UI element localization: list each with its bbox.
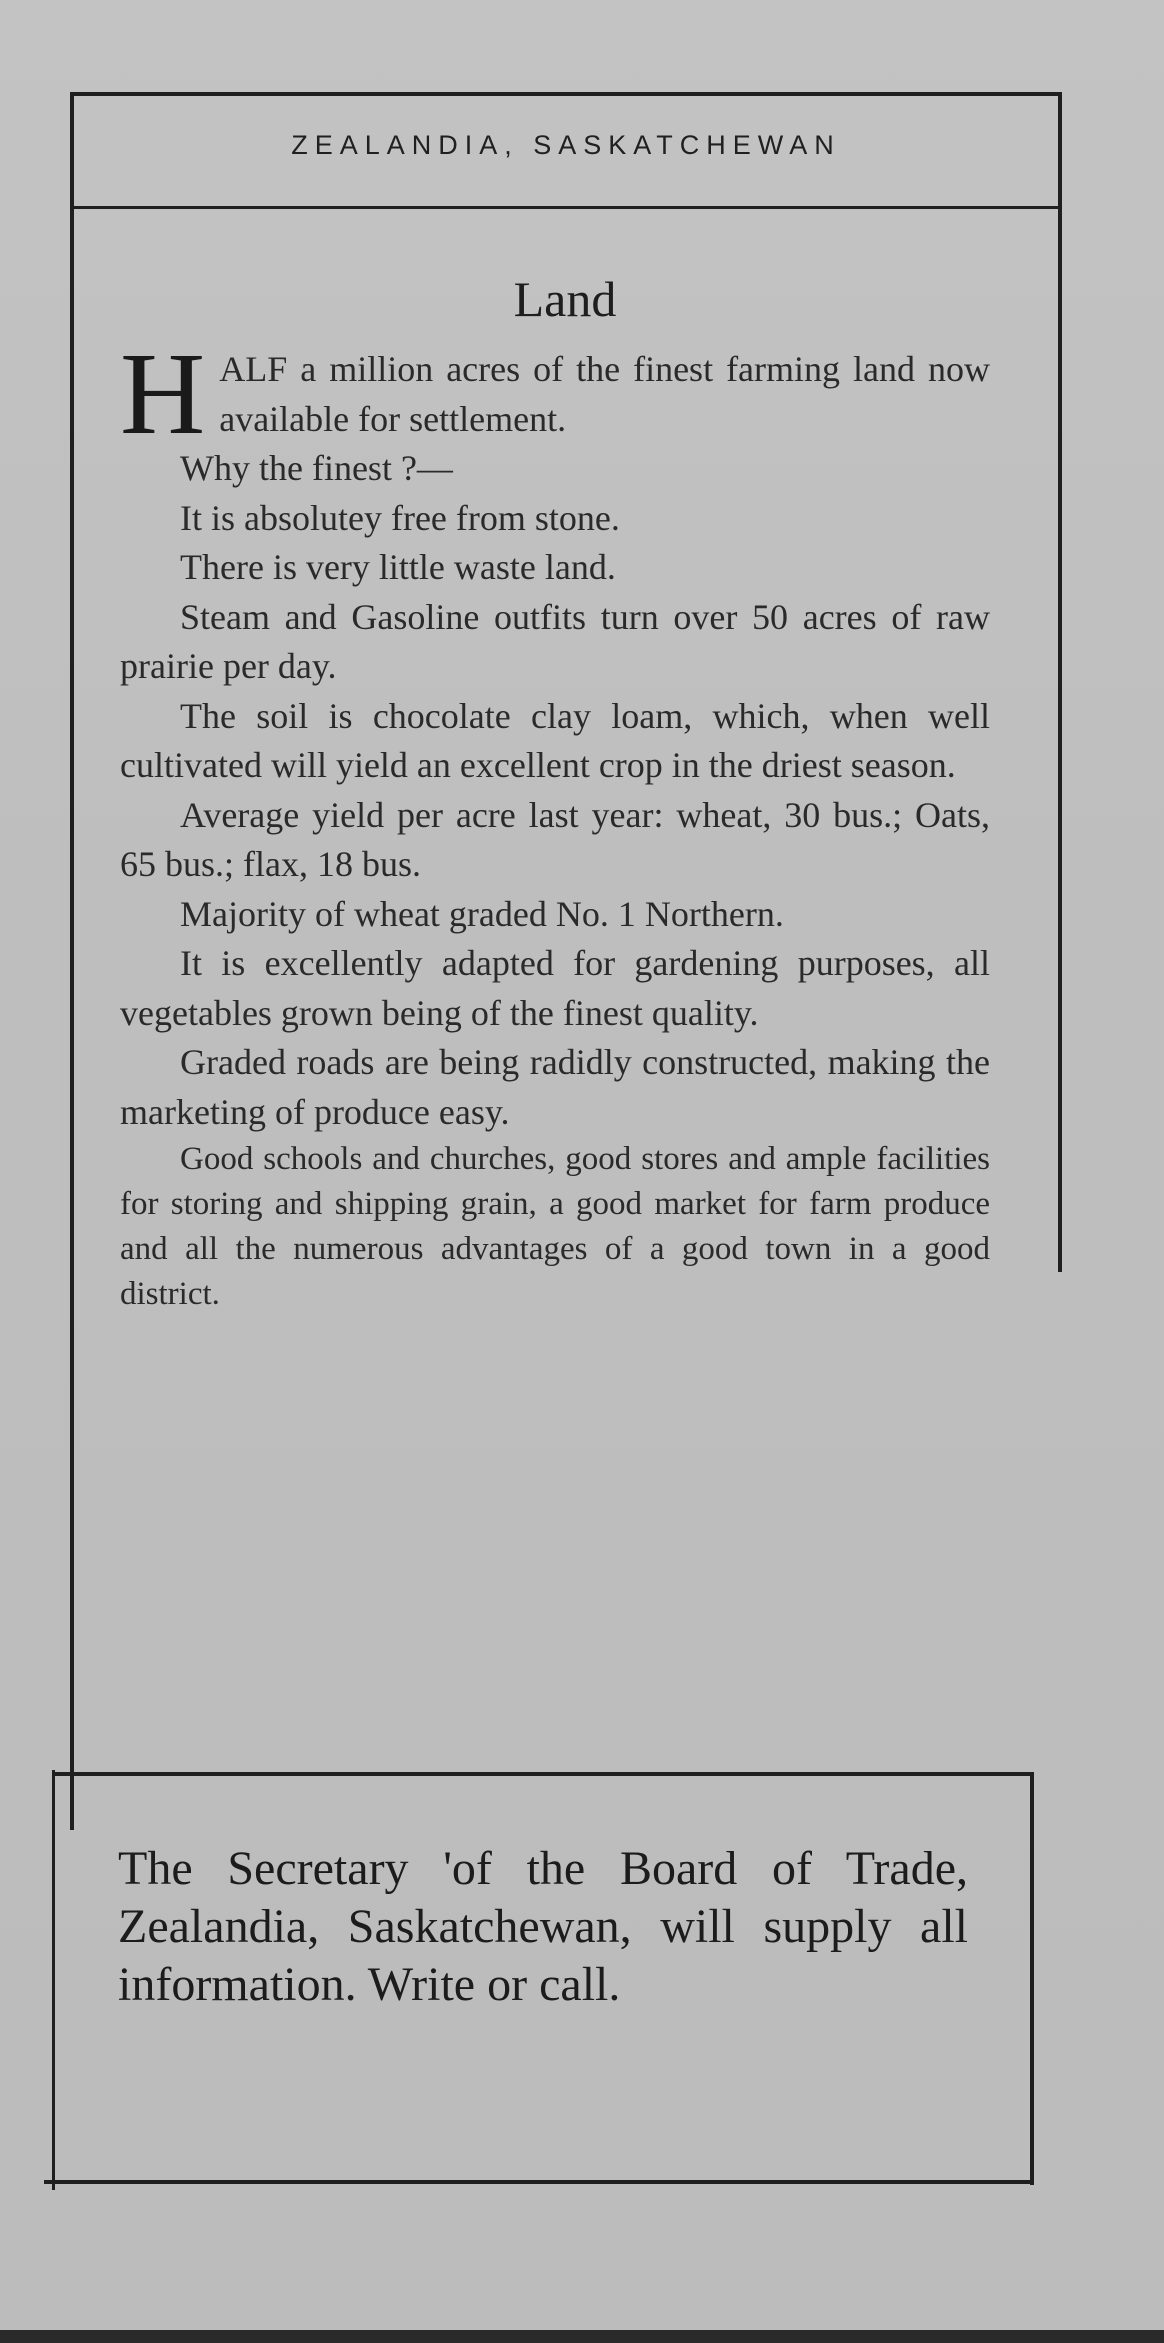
- frame-right-lower-line: [1030, 1775, 1034, 2185]
- frame-left-inner-line: [52, 1770, 55, 2190]
- intro-paragraph: [120, 328, 990, 459]
- contact-notice: The Secretary 'of the Board of Trade, Zealandia, Saskatchewan, will supply all information. Write or call.: [118, 1842, 968, 2011]
- paragraph: Majority of wheat graded No. 1 Northern.: [180, 893, 784, 934]
- header-divider-line: [74, 206, 1058, 209]
- paragraph: It is absolutey free from stone.: [180, 497, 620, 538]
- header-title: ZEALANDIA, SASKATCHEWAN: [291, 130, 841, 160]
- section-title: Land: [513, 271, 617, 327]
- frame-top-line: [70, 92, 1062, 96]
- frame-left-line: [70, 92, 74, 1830]
- frame-bottom-line: [44, 2180, 1034, 2184]
- body-text: [120, 328, 990, 1317]
- paragraph-text: ALF a million acres of the finest farming land now available for settlement.: [219, 349, 990, 439]
- paragraph: It is excellently adapted for gardening purposes, all vegetables grown being of the finest quality.: [120, 943, 990, 1033]
- paragraph: The soil is chocolate clay loam, which, when well cultivated will yield an excellent crop in the driest season.: [120, 695, 990, 785]
- paragraph: Why the finest ?—: [180, 448, 453, 488]
- paragraph: Good schools and churches, good stores and ample facilities for storing and shipping grain, a good market for farm produce and all the numerous advantages of a good town in a good district.: [120, 1141, 990, 1312]
- paragraph: Steam and Gasoline outfits turn over 50 acres of raw prairie per day.: [120, 596, 990, 686]
- paragraph: Average yield per acre last year: wheat, 30 bus.; Oats, 65 bus.; flax, 18 bus.: [120, 794, 990, 884]
- paragraph: There is very little waste land.: [180, 547, 616, 587]
- drop-cap: H: [120, 328, 206, 459]
- bottom-edge-strip: [0, 2330, 1164, 2343]
- footer-divider-line: [52, 1772, 1034, 1776]
- frame-right-line: [1058, 92, 1062, 1272]
- paragraph: Graded roads are being radidly constructed, making the marketing of produce easy.: [120, 1042, 990, 1132]
